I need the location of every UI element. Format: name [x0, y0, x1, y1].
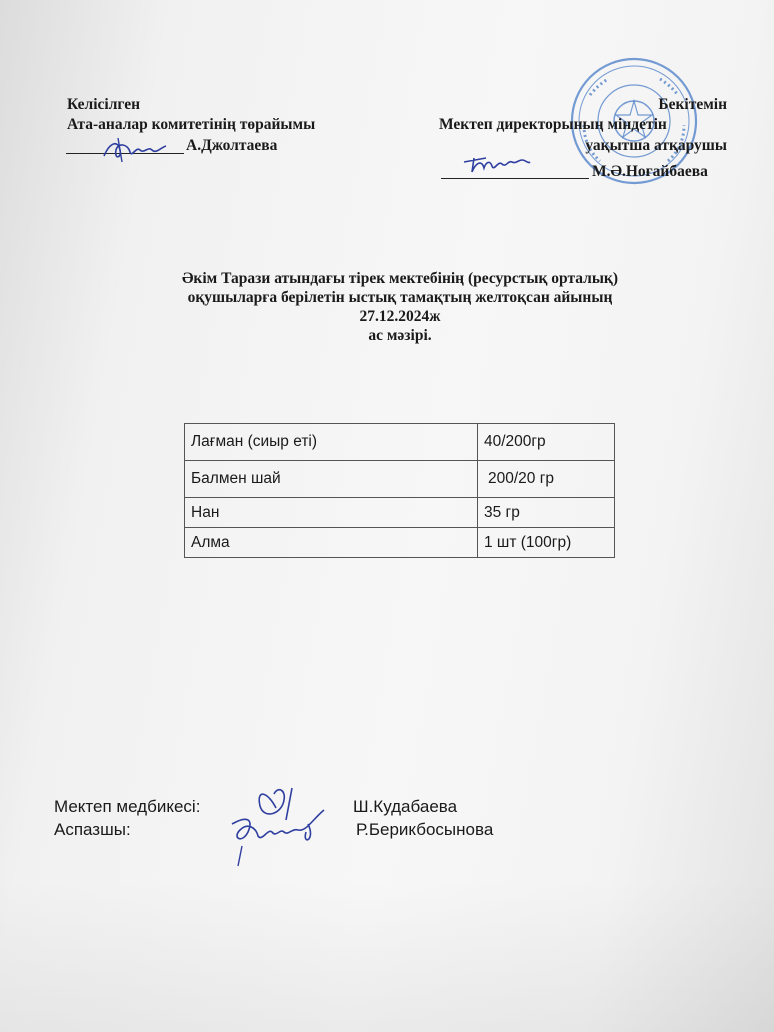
document-title-line-1: Әкім Тарази атындағы тірек мектебінің (ресурстық орталық) [181, 270, 619, 287]
approval-left-position: Ата-аналар комитетінің төрайымы [67, 116, 316, 133]
dish-cell: Лағман (сиыр еті) [185, 424, 478, 461]
table-row [185, 424, 615, 461]
signature-left [100, 136, 170, 166]
approval-right-label: Бекітемін [658, 96, 727, 113]
nurse-name: Ш.Кудабаева [353, 797, 458, 816]
portion-cell: 200/20 гр [478, 461, 615, 498]
approval-right-position-2: уақытша атқарушы [585, 137, 727, 154]
approval-left-label: Келісілген [67, 96, 141, 113]
dish-cell: Нан [185, 498, 478, 528]
table-row [185, 528, 615, 558]
document-title-line-2: оқушыларға берілетін ыстық тамақтың желтоқсан айының [187, 289, 613, 306]
cook-label: Аспазшы: [54, 820, 131, 839]
approval-right-position: Мектеп директорының міндетін [439, 116, 667, 133]
footer-signatures [212, 780, 342, 870]
approval-right-name: М.Ә.Ноғайбаева [592, 163, 708, 180]
signature-right [460, 148, 532, 178]
menu-table [184, 423, 615, 558]
cook-name: Р.Берикбосынова [356, 820, 494, 839]
approval-left-name: А.Джолтаева [186, 137, 278, 154]
nurse-label: Мектеп медбикесі: [54, 797, 201, 816]
dish-cell: Алма [185, 528, 478, 558]
document-title-line-4: ас мәзірі. [368, 327, 432, 344]
dish-cell: Балмен шай [185, 461, 478, 498]
signature-line-right [441, 178, 589, 179]
table-row [185, 461, 615, 498]
document-title-date: 27.12.2024ж [359, 308, 441, 325]
portion-cell: 35 гр [478, 498, 615, 528]
portion-cell: 1 шт (100гр) [478, 528, 615, 558]
portion-cell: 40/200гр [478, 424, 615, 461]
table-row [185, 498, 615, 528]
